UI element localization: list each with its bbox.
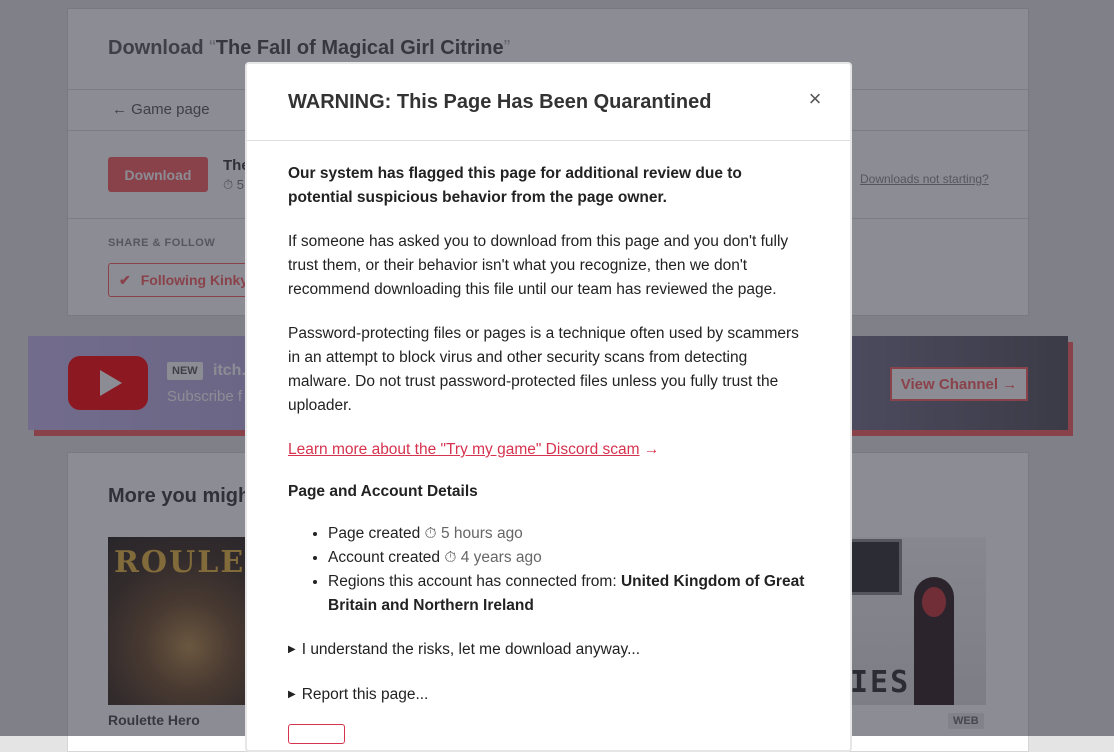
- quarantine-modal: [245, 62, 852, 752]
- trust-paragraph: If someone has asked you to download from this page and you don't fully trust them, or their behavior isn't what you recognize, then we don't recommend downloading this file until our team has reviewed the page.: [288, 233, 789, 298]
- report-page-disclosure[interactable]: [288, 683, 809, 707]
- regions-label: Regions this account has connected from:: [328, 573, 617, 590]
- arrow-right-icon[interactable]: →: [643, 441, 660, 458]
- flag-notice: Our system has flagged this page for additional review due to potential suspicious behavior from the page owner.: [288, 165, 742, 206]
- modal-header: [247, 64, 850, 141]
- modal-title: WARNING: This Page Has Been Quarantined: [288, 91, 712, 113]
- account-created-label: Account created: [328, 549, 441, 566]
- stopwatch-icon: ⏱: [444, 549, 457, 566]
- details-heading: Page and Account Details: [288, 483, 478, 500]
- list-item: [328, 570, 809, 618]
- download-anyway-label: I understand the risks, let me download anyway...: [301, 641, 641, 658]
- close-icon[interactable]: ×: [808, 86, 822, 111]
- page-created-label: Page created: [328, 525, 421, 542]
- disclosure-triangle-icon: ▶: [288, 689, 296, 700]
- report-page-label: Report this page...: [301, 686, 429, 703]
- list-item: [328, 522, 809, 546]
- disclosure-triangle-icon: ▶: [288, 644, 296, 655]
- details-list: [328, 522, 809, 618]
- modal-body: [247, 141, 850, 744]
- learn-more-link[interactable]: Learn more about the "Try my game" Discord scam: [288, 441, 640, 458]
- stopwatch-icon: ⏱: [424, 525, 437, 542]
- learn-more-row: [288, 438, 809, 462]
- page-created-value: 5 hours ago: [440, 525, 523, 542]
- regions-value: United Kingdom of Great Britain and Northern Ireland: [328, 573, 805, 614]
- account-created-value: 4 years ago: [460, 549, 542, 566]
- modal-footer-button[interactable]: [288, 724, 345, 744]
- list-item: [328, 546, 809, 570]
- download-anyway-disclosure[interactable]: [288, 638, 809, 662]
- password-paragraph: Password-protecting files or pages is a technique often used by scammers in an attempt to block virus and other security scans from detecting malware. Do not trust password-protected files unless you fully trust the uploader.: [288, 325, 799, 414]
